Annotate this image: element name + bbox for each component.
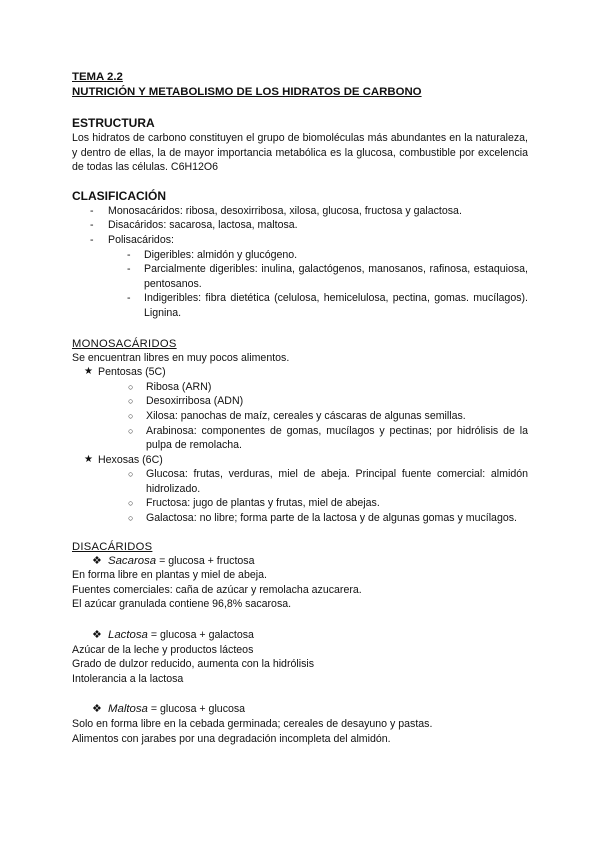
diamond-icon: ❖ [92,554,102,567]
list-item-text: Polisacáridos: [108,233,174,246]
text-line: El azúcar granulada contiene 96,8% sacarosa. [72,598,292,611]
dash-bullet: - [127,292,131,305]
dash-bullet: - [90,233,94,246]
section-heading-clasificacion: CLASIFICACIÓN [72,188,166,203]
circle-list-item [72,467,528,496]
circle-item-text: Xilosa: panochas de maíz, cereales y cáscaras de algunas semillas. [146,409,466,422]
sub-list-item-text: Digeribles: almidón y glucógeno. [144,248,298,261]
star-list-item [72,365,528,380]
circle-item-text: Arabinosa: componentes de gomas, mucílagos y pectinas; por hidrólisis de la pulpa de remolacha. [146,424,528,452]
circle-list-item [72,380,528,395]
sub-list-item [72,262,528,291]
estructura-paragraph: Los hidratos de carbono constituyen el grupo de biomoléculas más abundantes en la naturaleza, y dentro de ellas, la de mayor importancia metabólica es la glucosa, combustible por excelencia de todas las células. C6H12O6 [72,132,528,174]
disaccharide-formula: = glucosa + fructosa [156,554,255,567]
sub-list-item [72,291,528,320]
circle-item-text: Glucosa: frutas, verduras, miel de abeja. Principal fuente comercial: almidón hidrolizado. [146,468,528,495]
list-item [72,218,528,233]
circle-icon: ○ [128,410,134,421]
circle-icon: ○ [128,381,134,392]
section-heading-estructura: ESTRUCTURA [72,116,155,130]
text-line: Alimentos con jarabes por una degradación incompleta del almidón. [72,732,391,745]
document-title-number: TEMA 2.2 [72,71,123,83]
circle-item-text: Desoxirribosa (ADN) [146,395,244,408]
dash-bullet: - [90,204,94,217]
clasificacion-list [72,204,528,321]
document-page [72,70,528,746]
diamond-icon: ❖ [92,629,102,642]
circle-icon: ○ [128,513,134,524]
circle-icon: ○ [128,425,134,436]
monosacaridos-intro: Se encuentran libres en muy pocos alimentos. [72,351,290,364]
circle-list-item [72,424,528,453]
circle-list-item [72,496,528,511]
circle-icon: ○ [128,396,134,407]
list-item-text: Disacáridos: sacarosa, lactosa, maltosa. [108,219,298,232]
sub-list-item-text: Indigeribles: fibra dietética (celulosa, hemicelulosa, pectina, gomas. mucílagos). Lignina. [144,292,528,319]
list-item-text: Monosacáridos: ribosa, desoxirribosa, xilosa, glucosa, fructosa y galactosa. [108,204,462,217]
circle-item-text: Ribosa (ARN) [146,380,212,393]
dash-bullet: - [127,248,131,261]
group-label: Pentosas (5C) [98,366,166,379]
diamond-icon: ❖ [92,703,102,716]
circle-list-item [72,394,528,409]
list-item [72,233,528,248]
disaccharide-formula: = glucosa + glucosa [147,703,246,716]
circle-item-text: Fructosa: jugo de plantas y frutas, miel de abejas. [146,497,380,510]
disaccharide-heading [72,702,528,717]
disaccharide-heading [72,554,528,569]
text-line: Fuentes comerciales: caña de azúcar y remolacha azucarera. [72,583,362,596]
circle-item-text: Galactosa: no libre; forma parte de la lactosa y de algunas gomas y mucílagos. [146,512,517,525]
disaccharide-heading [72,628,528,643]
text-line: Solo en forma libre en la cebada germinada; cereales de desayuno y pastas. [72,718,433,730]
text-line: Intolerancia a la lactosa [72,672,184,685]
sub-list-item [72,248,528,263]
disaccharide-name: Sacarosa [108,554,157,567]
group-label: Hexosas (6C) [98,453,163,466]
star-icon: ★ [84,453,93,465]
circle-list-item [72,511,528,526]
list-item [72,204,528,219]
circle-icon: ○ [128,498,134,509]
section-heading-monosacaridos: MONOSACÁRIDOS [72,337,177,350]
disaccharide-name: Lactosa [108,629,148,642]
sub-list-item-text: Parcialmente digeribles: inulina, galactógenos, manosanos, rafinosa, estaquiosa, pentosanos. [144,263,528,290]
text-line: Azúcar de la leche y productos lácteos [72,643,254,656]
text-line: En forma libre en plantas y miel de abeja. [72,569,267,582]
star-icon: ★ [84,366,93,378]
disaccharide-formula: = glucosa + galactosa [147,629,254,642]
star-list-item [72,453,528,468]
dash-bullet: - [127,263,131,276]
section-heading-disacaridos: DISACÁRIDOS [72,540,153,553]
circle-list-item [72,409,528,424]
document-title: NUTRICIÓN Y METABOLISMO DE LOS HIDRATOS DE CARBONO [72,86,422,98]
dash-bullet: - [90,219,94,232]
disaccharide-name: Maltosa [108,703,148,716]
circle-icon: ○ [128,469,134,480]
text-line: Grado de dulzor reducido, aumenta con la hidrólisis [72,658,315,671]
